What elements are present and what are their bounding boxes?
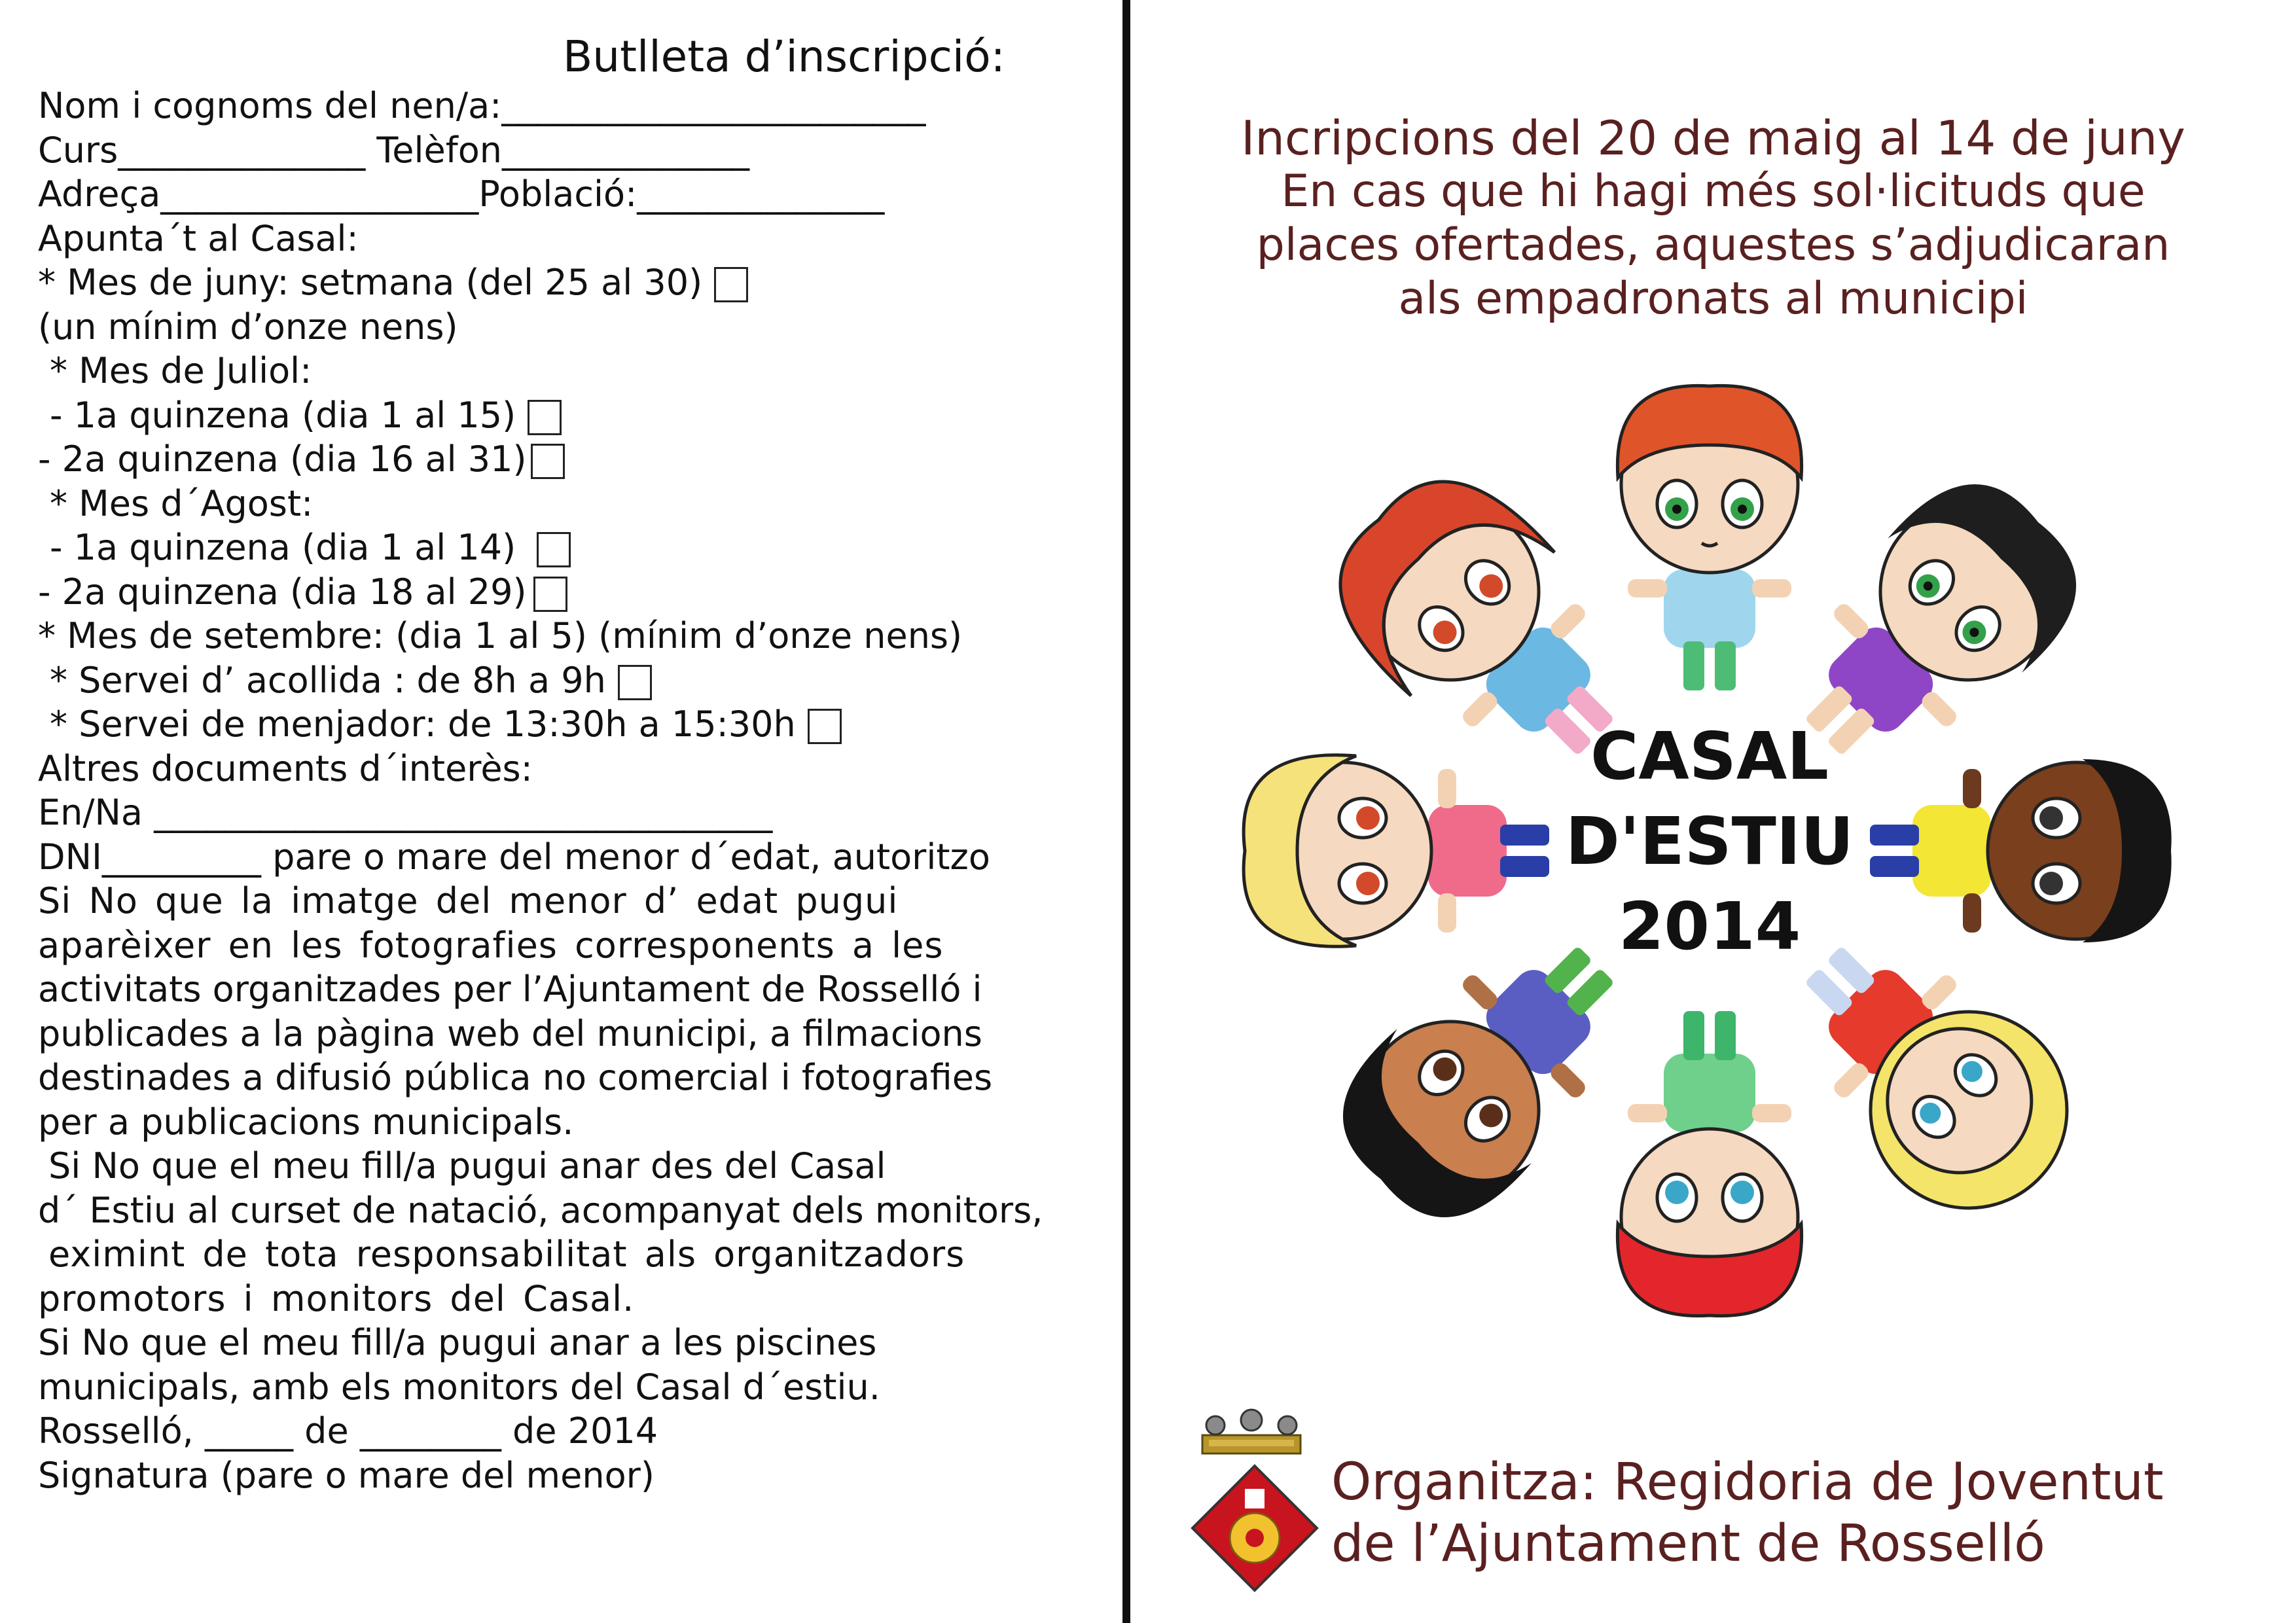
casal-title-line-2: D'ESTIU (1565, 803, 1854, 880)
consent-image-line-1: Si No que la imatge del menor d’ edat pugui (38, 880, 899, 921)
consent-image-line-4: publicades a la pàgina web del municipi, a filmacions (38, 1012, 982, 1054)
form-line-en-na: En/Na ___________________________________ (38, 792, 773, 833)
form-line-july-2 (38, 437, 1085, 482)
form-title: Butlleta d’inscripció: (563, 31, 1005, 82)
option-lunch-label: * Servei de menjador: de 13:30h a 15:30h (50, 704, 796, 745)
registration-info (1130, 111, 2296, 326)
form-line-lunch (38, 702, 1085, 747)
consent-swim-line-2: d´ Estiu al curset de natació, acompanyat dels monitors, (38, 1189, 1043, 1231)
option-june-label: * Mes de juny: setmana (del 25 al 30) (38, 262, 703, 303)
registration-note-3: als empadronats al municipi (1398, 273, 2028, 325)
crown-icon (1196, 1406, 1307, 1458)
registration-dates: Incripcions del 20 de maig al 14 de juny (1241, 111, 2185, 166)
consent-pool-line-2: municipals, amb els monitors del Casal d´estiu. (38, 1366, 880, 1408)
consent-swim-line-4: promotors i monitors del Casal. (38, 1277, 635, 1319)
form-line-july: * Mes de Juliol: (50, 350, 312, 391)
checkbox-july-2[interactable] (531, 444, 565, 479)
fold-divider (1122, 0, 1130, 1623)
checkbox-lunch[interactable] (808, 709, 842, 744)
checkbox-august-2[interactable] (533, 577, 567, 612)
casal-title-year: 2014 (1618, 888, 1801, 965)
consent-image-line-6: per a publicacions municipals. (38, 1101, 574, 1143)
form-line-signup: Apunta´t al Casal: (38, 217, 359, 259)
form-line-june-note: (un mínim d’onze nens) (38, 306, 458, 348)
organizer-line-2: de l’Ajuntament de Rosselló (1331, 1514, 2045, 1573)
option-july-1-label: - 1a quinzena (dia 1 al 15) (50, 394, 516, 436)
consent-pool-line-1: Si No que el meu fill/a pugui anar a les piscines (38, 1322, 877, 1363)
consent-image-line-3: activitats organitzades per l’Ajuntament de Rosselló i (38, 969, 982, 1010)
registration-note-2: places ofertades, aquestes s’adjudicaran (1256, 219, 2170, 271)
organizer-line-1: Organitza: Regidoria de Joventut (1331, 1453, 2164, 1512)
flyer-cover (1130, 0, 2296, 1623)
form-line-september: * Mes de setembre: (dia 1 al 5) (mínim d’onze nens) (38, 615, 963, 656)
coat-of-arms-icon (1189, 1463, 1320, 1594)
form-line-august-2 (38, 570, 1085, 615)
option-july-2-label: - 2a quinzena (dia 16 al 31) (38, 438, 527, 480)
registration-form (0, 0, 1113, 1623)
form-line-dni: DNI_________ pare o mare del menor d´edat, autoritzo (38, 836, 990, 878)
option-morning-care-label: * Servei d’ acollida : de 8h a 9h (50, 659, 606, 701)
form-line-morning-care (38, 658, 1085, 703)
consent-swim-line-1: Si No que el meu fill/a pugui anar des del Casal (48, 1145, 886, 1186)
checkbox-august-1[interactable] (537, 532, 571, 567)
checkbox-morning-care[interactable] (618, 665, 652, 700)
children-circle-illustration (1235, 353, 2184, 1335)
form-line-june (38, 260, 1085, 305)
checkbox-july-1[interactable] (528, 400, 562, 435)
form-line-august: * Mes d´Agost: (50, 482, 314, 524)
form-line-july-1 (38, 393, 1085, 438)
form-line-address: Adreça__________________Població:______________ (38, 173, 885, 215)
registration-note-1: En cas que hi hagi més sol·licituds que (1281, 166, 2145, 217)
form-line-other-docs: Altres documents d´interès: (38, 747, 533, 789)
option-august-2-label: - 2a quinzena (dia 18 al 29) (38, 571, 527, 613)
form-line-signature: Signatura (pare o mare del menor) (38, 1454, 655, 1496)
form-line-course: Curs______________ Telèfon______________ (38, 129, 749, 171)
organizer-text (1331, 1452, 2164, 1575)
form-lines (38, 84, 1085, 1497)
form-line-date: Rosselló, _____ de ________ de 2014 (38, 1410, 658, 1452)
form-line-august-1 (38, 526, 1085, 570)
consent-swim-line-3: eximint de tota responsabilitat als organitzadors (48, 1234, 965, 1275)
consent-image-line-5: destinades a difusió pública no comercial i fotografies (38, 1057, 993, 1098)
form-line-name: Nom i cognoms del nen/a:________________________ (38, 85, 926, 126)
casal-title-line-1: CASAL (1590, 718, 1829, 794)
checkbox-june[interactable] (714, 267, 748, 302)
consent-image-line-2: aparèixer en les fotografies corresponents a les (38, 924, 944, 966)
option-august-1-label: - 1a quinzena (dia 1 al 14) (50, 527, 516, 568)
